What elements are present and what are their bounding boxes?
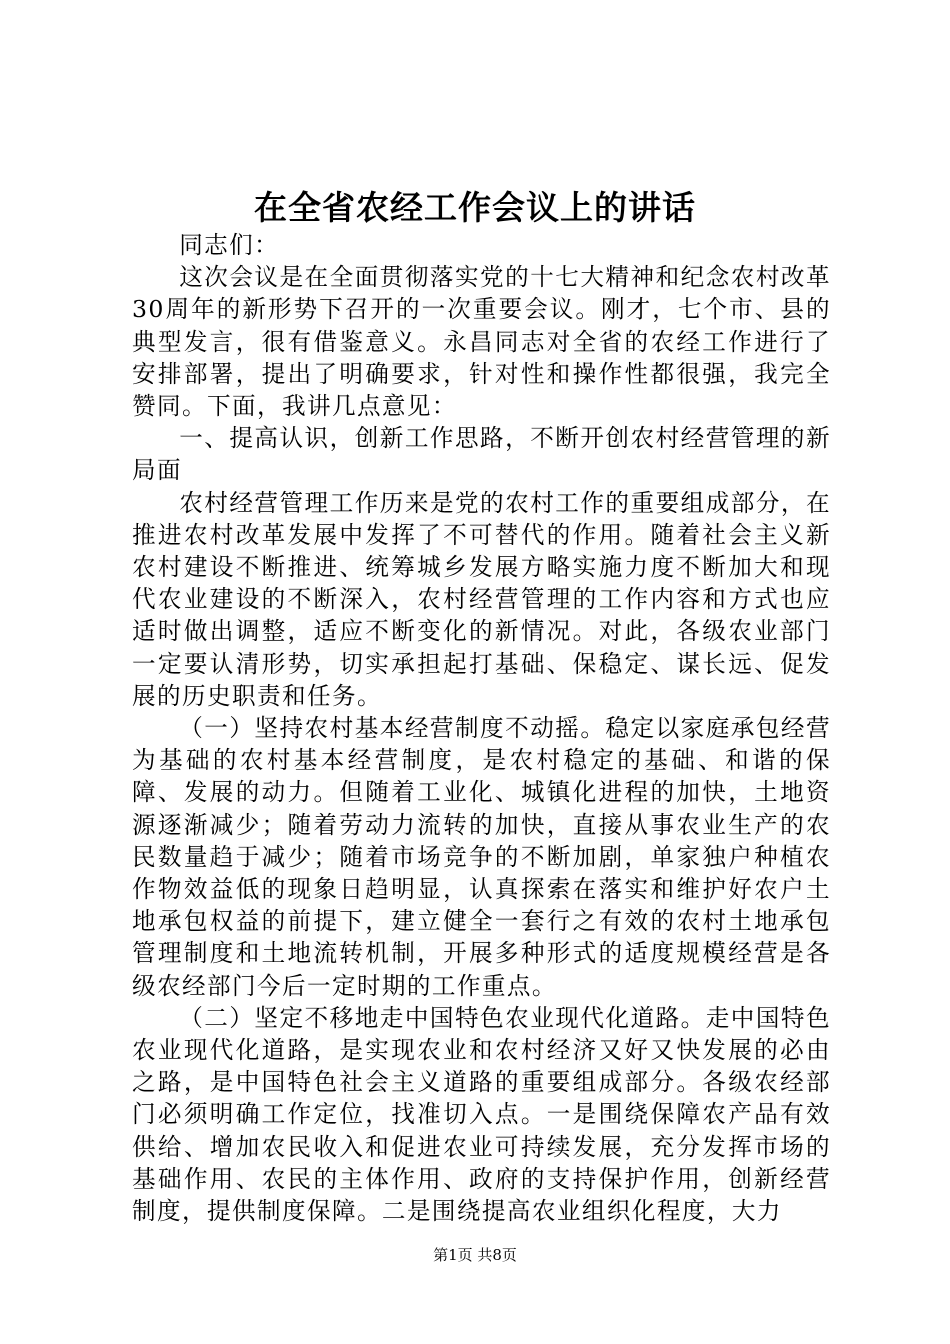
page-footer: 第1页 共8页 <box>433 1246 517 1264</box>
body-paragraph: （二）坚定不移地走中国特色农业现代化道路。走中国特色农业现代化道路，是实现农业和农村经济又好又快发展的必由之路，是中国特色社会主义道路的重要组成部分。各级农经部门必须明确工作定位，找准切入点。一是围绕保障农产品有效供给、增加农民收入和促进农业可持续发展，充分发挥市场的基础作用、农民的主体作用、政府的支持保护作用，创新经营制度，提供制度保障。二是围绕提高农业组织化程度，大力 <box>132 1003 831 1226</box>
salutation-paragraph: 同志们： <box>179 231 280 259</box>
body-paragraph: （一）坚持农村基本经营制度不动摇。稳定以家庭承包经营为基础的农村基本经营制度，是农村稳定的基础、和谐的保障、发展的动力。但随着工业化、城镇化进程的加快，土地资源逐渐减少；随着劳动力流转的加快，直接从事农业生产的农民数量趋于减少；随着市场竞争的不断加剧，单家独户种植农作物效益低的现象日趋明显，认真探索在落实和维护好农户土地承包权益的前提下，建立健全一套行之有效的农村土地承包管理制度和土地流转机制，开展多种形式的适度规模经营是各级农经部门今后一定时期的工作重点。 <box>132 714 831 1000</box>
section-heading-1: 一、提高认识，创新工作思路，不断开创农村经营管理的新局面 <box>132 424 831 485</box>
document-body <box>132 229 831 1227</box>
document-title: 在全省农经工作会议上的讲话 <box>254 188 696 227</box>
body-paragraph: 农村经营管理工作历来是党的农村工作的重要组成部分，在推进农村改革发展中发挥了不可替代的作用。随着社会主义新农村建设不断推进、统筹城乡发展方略实施力度不断加大和现代农业建设的不断深入，农村经营管理的工作内容和方式也应适时做出调整，适应不断变化的新情况。对此，各级农业部门一定要认清形势，切实承担起打基础、保稳定、谋长远、促发展的历史职责和任务。 <box>132 488 831 710</box>
intro-paragraph: 这次会议是在全面贯彻落实党的十七大精神和纪念农村改革30周年的新形势下召开的一次重要会议。刚才，七个市、县的典型发言，很有借鉴意义。永昌同志对全省的农经工作进行了安排部署，提出了明确要求，针对性和操作性都很强，我完全赞同。下面，我讲几点意见： <box>132 263 831 421</box>
